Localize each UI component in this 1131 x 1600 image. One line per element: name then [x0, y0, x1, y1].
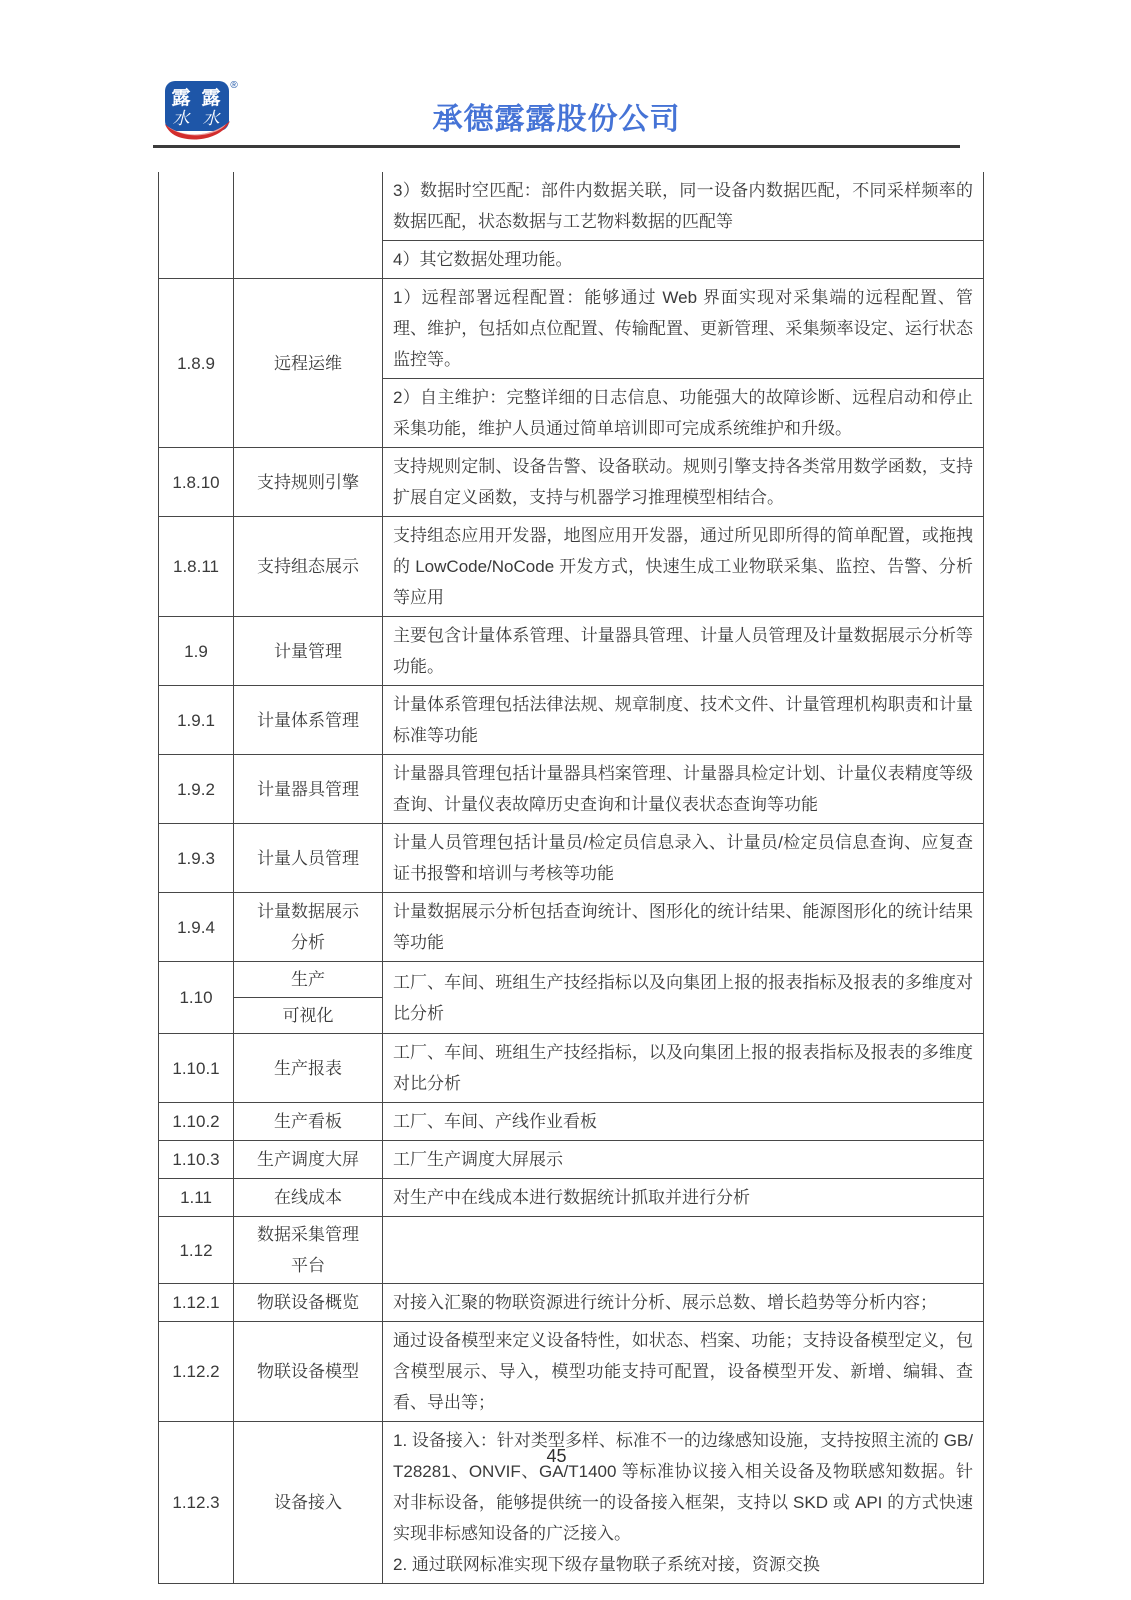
row-desc-cell: 计量体系管理包括法律法规、规章制度、技术文件、计量管理机构职责和计量标准等功能	[383, 686, 984, 755]
row-desc-cell: 工厂生产调度大屏展示	[383, 1141, 984, 1179]
page-number: 45	[546, 1446, 567, 1466]
row-num-cell: 1.12.1	[159, 1284, 234, 1322]
row-label-line: 平台	[291, 1256, 325, 1275]
row-label-cell: 物联设备概览	[234, 1284, 383, 1322]
row-label-cell: 远程运维	[234, 279, 383, 448]
row-desc-cell: 支持规则定制、设备告警、设备联动。规则引擎支持各类常用数学函数，支持扩展自定义函数，支持与机器学习推理模型相结合。	[383, 448, 984, 517]
spec-table	[158, 172, 984, 1584]
svg-text:水: 水	[172, 109, 190, 128]
row-label-cell: 设备接入	[234, 1422, 383, 1584]
row-desc-cell: 4）其它数据处理功能。	[383, 241, 984, 279]
row-desc-cell: 工厂、车间、班组生产技经指标以及向集团上报的报表指标及报表的多维度对比分析	[383, 962, 984, 1034]
row-num-cell: 1.8.11	[159, 517, 234, 617]
row-desc-cell: 工厂、车间、产线作业看板	[383, 1103, 984, 1141]
row-label-cell: 支持规则引擎	[234, 448, 383, 517]
row-num-cell: 1.9.1	[159, 686, 234, 755]
row-num-cell: 1.9.4	[159, 893, 234, 962]
row-desc-paragraph: 1. 设备接入：针对类型多样、标准不一的边缘感知设施，支持按照主流的 GB/T28281、ONVIF、GA/T1400 等标准协议接入相关设备及物联感知数据。针对非标设备，能够提供统一的设备接入框架，支持以 SKD 或 API 的方式快速实现非标感知设备的广泛接入。	[393, 1431, 973, 1543]
row-desc-cell: 3）数据时空匹配：部件内数据关联，同一设备内数据匹配，不同采样频率的数据匹配，状态数据与工艺物料数据的匹配等	[383, 172, 984, 241]
row-label-cell	[234, 1217, 383, 1284]
row-label-cell: 生产看板	[234, 1103, 383, 1141]
row-label-cell: 物联设备模型	[234, 1322, 383, 1422]
row-desc-cell: 对接入汇聚的物联资源进行统计分析、展示总数、增长趋势等分析内容；	[383, 1284, 984, 1322]
row-label-cell: 计量人员管理	[234, 824, 383, 893]
row-label-cell: 生产	[234, 962, 383, 998]
row-num-cell: 1.9	[159, 617, 234, 686]
row-label-cell: 生产调度大屏	[234, 1141, 383, 1179]
row-desc-paragraph: 2. 通过联网标准实现下级存量物联子系统对接，资源交换	[393, 1555, 820, 1574]
row-label-cell	[234, 172, 383, 279]
table-row	[159, 1141, 984, 1179]
table-row	[159, 1322, 984, 1422]
row-desc-cell: 支持组态应用开发器，地图应用开发器，通过所见即所得的简单配置，或拖拽的 LowCode/NoCode 开发方式，快速生成工业物联采集、监控、告警、分析等应用	[383, 517, 984, 617]
row-label-cell: 计量器具管理	[234, 755, 383, 824]
row-num-cell: 1.8.9	[159, 279, 234, 448]
table-row	[159, 172, 984, 241]
spec-table-wrap	[158, 172, 973, 1584]
logo-char-right: 露	[201, 88, 221, 109]
row-label-cell: 在线成本	[234, 1179, 383, 1217]
row-desc-cell: 计量人员管理包括计量员/检定员信息录入、计量员/检定员信息查询、应复查证书报警和培训与考核等功能	[383, 824, 984, 893]
row-num-cell: 1.9.2	[159, 755, 234, 824]
table-row	[159, 893, 984, 962]
row-num-cell: 1.10.1	[159, 1034, 234, 1103]
row-desc-cell: 主要包含计量体系管理、计量器具管理、计量人员管理及计量数据展示分析等功能。	[383, 617, 984, 686]
company-title: 承德露露股份公司	[432, 103, 681, 136]
row-desc-cell: 2）自主维护：完整详细的日志信息、功能强大的故障诊断、远程启动和停止采集功能，维护人员通过简单培训即可完成系统维护和升级。	[383, 379, 984, 448]
row-label-cell: 计量管理	[234, 617, 383, 686]
logo-char-left: 露	[171, 88, 191, 109]
row-desc-cell: 计量数据展示分析包括查询统计、图形化的统计结果、能源图形化的统计结果等功能	[383, 893, 984, 962]
row-num-cell: 1.10	[159, 962, 234, 1034]
row-label-cell: 可视化	[234, 998, 383, 1034]
registered-mark: ®	[230, 80, 238, 91]
table-row	[159, 279, 984, 379]
table-row	[159, 755, 984, 824]
table-row	[159, 1034, 984, 1103]
row-num-cell: 1.12	[159, 1217, 234, 1284]
row-desc-cell: 计量器具管理包括计量器具档案管理、计量器具检定计划、计量仪表精度等级查询、计量仪表故障历史查询和计量仪表状态查询等功能	[383, 755, 984, 824]
table-row	[159, 448, 984, 517]
table-row	[159, 1103, 984, 1141]
table-row	[159, 1179, 984, 1217]
row-desc-cell: 1）远程部署远程配置：能够通过 Web 界面实现对采集端的远程配置、管理、维护，包括如点位配置、传输配置、更新管理、采集频率设定、运行状态监控等。	[383, 279, 984, 379]
table-row	[159, 686, 984, 755]
row-num-cell: 1.12.2	[159, 1322, 234, 1422]
row-desc-cell: 对生产中在线成本进行数据统计抓取并进行分析	[383, 1179, 984, 1217]
table-row	[159, 1217, 984, 1284]
row-num-cell: 1.12.3	[159, 1422, 234, 1584]
row-label-cell	[234, 893, 383, 962]
table-row	[159, 962, 984, 998]
header-divider	[153, 145, 960, 148]
row-label-line: 数据采集管理	[257, 1225, 359, 1244]
row-num-cell: 1.11	[159, 1179, 234, 1217]
row-label-cell: 支持组态展示	[234, 517, 383, 617]
row-num-cell: 1.9.3	[159, 824, 234, 893]
svg-text:水: 水	[202, 109, 220, 128]
table-row	[159, 1284, 984, 1322]
row-label-line: 分析	[291, 933, 325, 952]
table-row	[159, 824, 984, 893]
table-row	[159, 617, 984, 686]
row-num-cell	[159, 172, 234, 279]
row-num-cell: 1.10.2	[159, 1103, 234, 1141]
table-row	[159, 517, 984, 617]
row-num-cell: 1.8.10	[159, 448, 234, 517]
row-desc-cell: 工厂、车间、班组生产技经指标，以及向集团上报的报表指标及报表的多维度对比分析	[383, 1034, 984, 1103]
row-label-cell: 生产报表	[234, 1034, 383, 1103]
row-label-cell: 计量体系管理	[234, 686, 383, 755]
row-label-line: 计量数据展示	[257, 902, 359, 921]
row-num-cell: 1.10.3	[159, 1141, 234, 1179]
row-desc-cell: 通过设备模型来定义设备特性，如状态、档案、功能；支持设备模型定义，包含模型展示、导入，模型功能支持可配置，设备模型开发、新增、编辑、查看、导出等；	[383, 1322, 984, 1422]
row-desc-cell	[383, 1217, 984, 1284]
